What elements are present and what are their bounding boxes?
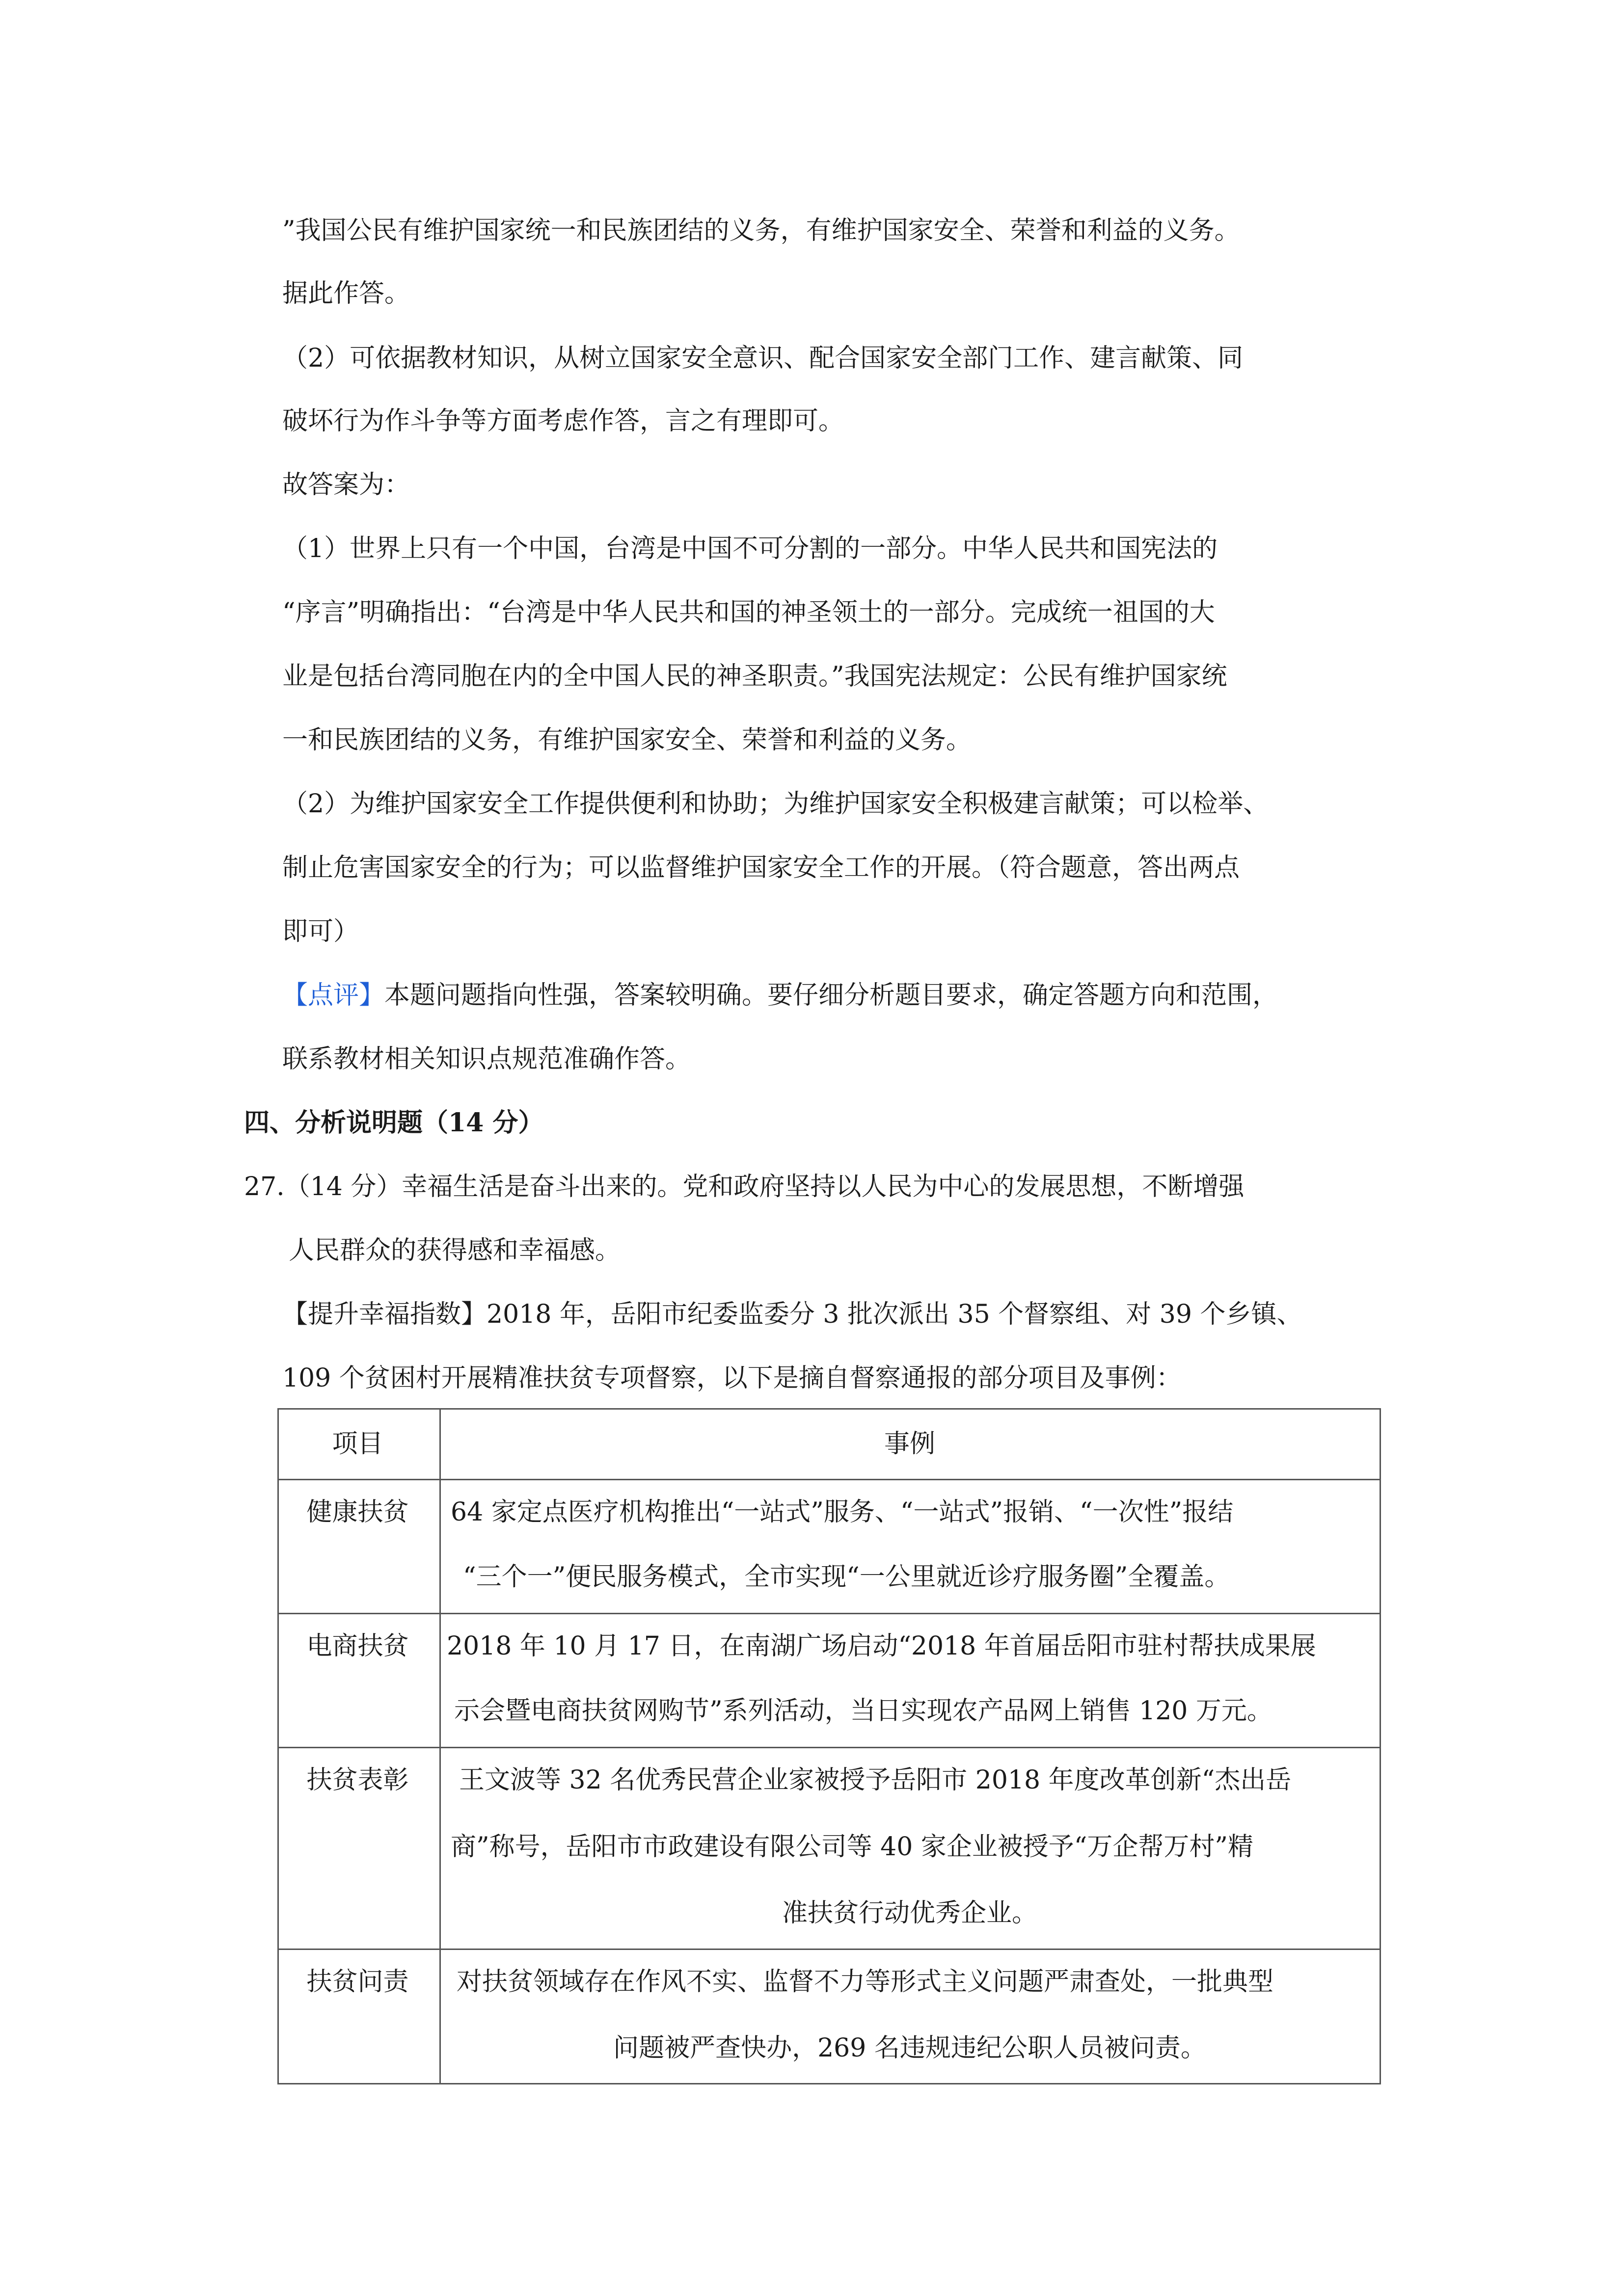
table-row-line: 王文波等 32 名优秀民营企业家被授予岳阳市 2018 年度改革创新“杰出岳 <box>459 1765 1292 1795</box>
comment-text: 本题问题指向性强，答案较明确。要仔细分析题目要求，确定答题方向和范围， <box>384 981 1278 1010</box>
table-row-line: 示会暨电商扶贫网购节”系列活动，当日实现农产品网上销售 120 万元。 <box>454 1696 1272 1726</box>
comment-line: 联系教材相关知识点规范准确作答。 <box>282 1044 691 1074</box>
table-row-item: 电商扶贫 <box>306 1631 409 1661</box>
table-header-example: 事例 <box>884 1429 935 1459</box>
question-line: 人民群众的获得感和幸福感。 <box>289 1236 621 1265</box>
answer-line: 故答案为： <box>282 470 410 500</box>
answer-line: 制止危害国家安全的行为；可以监督维护国家安全工作的开展。（符合题意，答出两点 <box>282 853 1240 882</box>
answer-line: （1）世界上只有一个中国，台湾是中国不可分割的一部分。中华人民共和国宪法的 <box>282 534 1218 563</box>
table-row-line: 对扶贫领域存在作风不实、监督不力等形式主义问题严肃查处，一批典型 <box>457 1967 1274 1997</box>
comment-tag: 【点评】 <box>282 981 385 1010</box>
answer-line: （2）为维护国家安全工作提供便利和协助；为维护国家安全积极建言献策；可以检举、 <box>282 789 1269 819</box>
table-row-item: 扶贫表彰 <box>306 1765 409 1795</box>
answer-line: 即可） <box>282 917 359 946</box>
table-row-line: 商”称号，岳阳市市政建设有限公司等 40 家企业被授予“万企帮万村”精 <box>451 1832 1253 1862</box>
answer-line: ”我国公民有维护国家统一和民族团结的义务，有维护国家安全、荣誉和利益的义务。 <box>282 216 1240 245</box>
table-row-line: 64 家定点医疗机构推出“一站式”服务、“一站式”报销、“一次性”报结 <box>451 1497 1234 1527</box>
table-row-line: 问题被严查快办，269 名违规违纪公职人员被问责。 <box>613 2033 1206 2063</box>
answer-line: 据此作答。 <box>282 279 410 308</box>
table-row-line: 准扶贫行动优秀企业。 <box>782 1898 1037 1928</box>
table-row-item: 扶贫问责 <box>306 1967 409 1997</box>
table-row-line: 2018 年 10 月 17 日，在南湖广场启动“2018 年首届岳阳市驻村帮扶成果展 <box>447 1631 1316 1661</box>
section-heading: 四、分析说明题（14 分） <box>244 1108 544 1138</box>
answer-line: 破坏行为作斗争等方面考虑作答，言之有理即可。 <box>282 406 844 436</box>
comment-line <box>282 981 1278 1010</box>
question-line: 【提升幸福指数】2018 年，岳阳市纪委监委分 3 批次派出 35 个督察组、对 39 个乡镇、 <box>282 1300 1302 1329</box>
table-header-item: 项目 <box>332 1429 383 1459</box>
answer-line: “序言”明确指出：“台湾是中华人民共和国的神圣领土的一部分。完成统一祖国的大 <box>282 598 1215 627</box>
question-line: 109 个贫困村开展精准扶贫专项督察，以下是摘自督察通报的部分项目及事例： <box>282 1363 1182 1393</box>
table-row-item: 健康扶贫 <box>306 1497 409 1527</box>
answer-line: 一和民族团结的义务，有维护国家安全、荣誉和利益的义务。 <box>282 725 972 755</box>
table-row-line: “三个一”便民服务模式，全市实现“一公里就近诊疗服务圈”全覆盖。 <box>463 1562 1230 1592</box>
answer-line: （2）可依据教材知识，从树立国家安全意识、配合国家安全部门工作、建言献策、同 <box>282 344 1244 373</box>
question-line: 27.（14 分）幸福生活是奋斗出来的。党和政府坚持以人民为中心的发展思想，不断增强 <box>244 1172 1245 1201</box>
answer-line: 业是包括台湾同胞在内的全中国人民的神圣职责。”我国宪法规定：公民有维护国家统 <box>282 662 1227 691</box>
